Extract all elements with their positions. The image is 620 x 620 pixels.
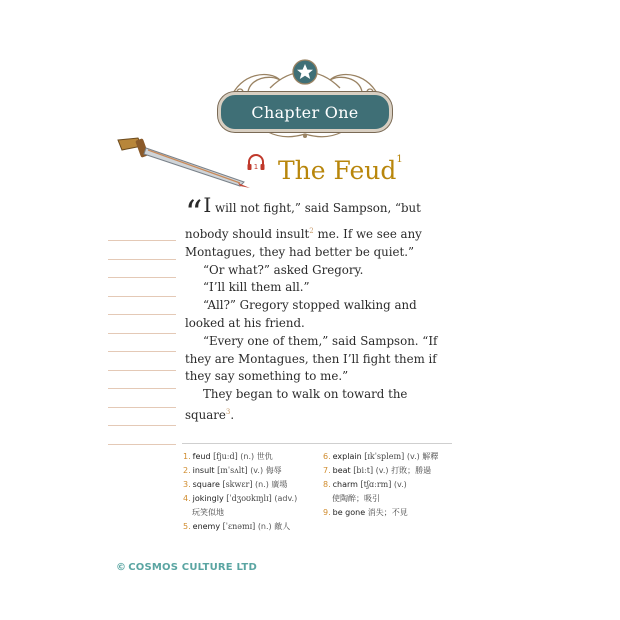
- glossary-item: 7. beat [biːt] (v.) 打敗；勝過: [323, 466, 432, 475]
- glossary-item: 2. insult [ɪnˈsʌlt] (v.) 侮辱: [183, 466, 282, 475]
- glossary-item: 6. explain [ɪkˈspleɪn] (v.) 解釋: [323, 452, 439, 461]
- story-paragraph: “I’ll kill them all.”: [203, 280, 310, 295]
- copyright-symbol: ©: [116, 562, 127, 573]
- glossary-item: 3. square [skwɛr] (n.) 廣場: [183, 480, 288, 489]
- note-line: [108, 296, 176, 297]
- footnote-marker: 3: [225, 407, 231, 416]
- chapter-banner: [218, 92, 392, 132]
- open-quote: “: [185, 193, 203, 233]
- footnote-marker: 2: [309, 227, 314, 235]
- note-line: [108, 407, 176, 408]
- note-line: [108, 314, 176, 315]
- story-paragraph: “Or what?” asked Gregory.: [203, 262, 364, 277]
- glossary-item: 4. jokingly [ˈdʒoʊkɪŋlɪ] (adv.) 玩笑似地: [183, 494, 298, 517]
- note-line: [108, 277, 176, 278]
- sword-icon: [112, 130, 252, 192]
- story-paragraph: [185, 193, 460, 262]
- story-paragraph: “All?” Gregory stopped walking and looked at his friend.: [185, 298, 417, 330]
- note-lines: [108, 240, 176, 462]
- heading-text: The Feud: [278, 156, 397, 185]
- note-line: [108, 240, 176, 241]
- note-line: [108, 333, 176, 334]
- note-line: [108, 444, 176, 445]
- heading-footnote: 1: [396, 154, 403, 165]
- note-line: [108, 351, 176, 352]
- glossary-item: 9. be gone 消失；不見: [323, 508, 408, 517]
- note-line: [108, 259, 176, 260]
- story-text: [185, 193, 460, 425]
- audio-track-number: 1: [253, 163, 259, 171]
- audio-headphones-icon[interactable]: [246, 152, 266, 172]
- paragraph-text: They began to walk on toward the square: [185, 387, 408, 422]
- publisher-name: COSMOS CULTURE LTD: [128, 562, 257, 573]
- paragraph-text: me. If we see any Montagues, they had better be quiet.”: [185, 226, 422, 259]
- divider: [182, 443, 452, 444]
- glossary-item: 5. enemy [ˈɛnəmɪ] (n.) 敵人: [183, 522, 291, 531]
- note-line: [108, 388, 176, 389]
- note-line: [108, 370, 176, 371]
- paragraph-text: .: [230, 407, 235, 422]
- publisher-logo: [116, 562, 257, 573]
- chapter-title: Chapter One: [251, 102, 359, 122]
- note-line: [108, 425, 176, 426]
- chapter-heading: [278, 156, 403, 185]
- glossary-column: [183, 450, 323, 534]
- glossary-column: [323, 450, 473, 520]
- first-letter: I: [203, 193, 212, 217]
- story-paragraph: “Every one of them,” said Sampson. “If they are Montagues, then I’ll fight them if they say something to me.”: [185, 333, 438, 384]
- story-paragraph: [185, 386, 460, 425]
- glossary-item: 1. feud [fjuːd] (n.) 世仇: [183, 452, 273, 461]
- glossary-item: 8. charm [tʃɑːrm] (v.) 使陶醉；吸引: [323, 480, 407, 503]
- paragraph-text: will not fight,” said Sampson, “but nobody should insult: [185, 201, 421, 241]
